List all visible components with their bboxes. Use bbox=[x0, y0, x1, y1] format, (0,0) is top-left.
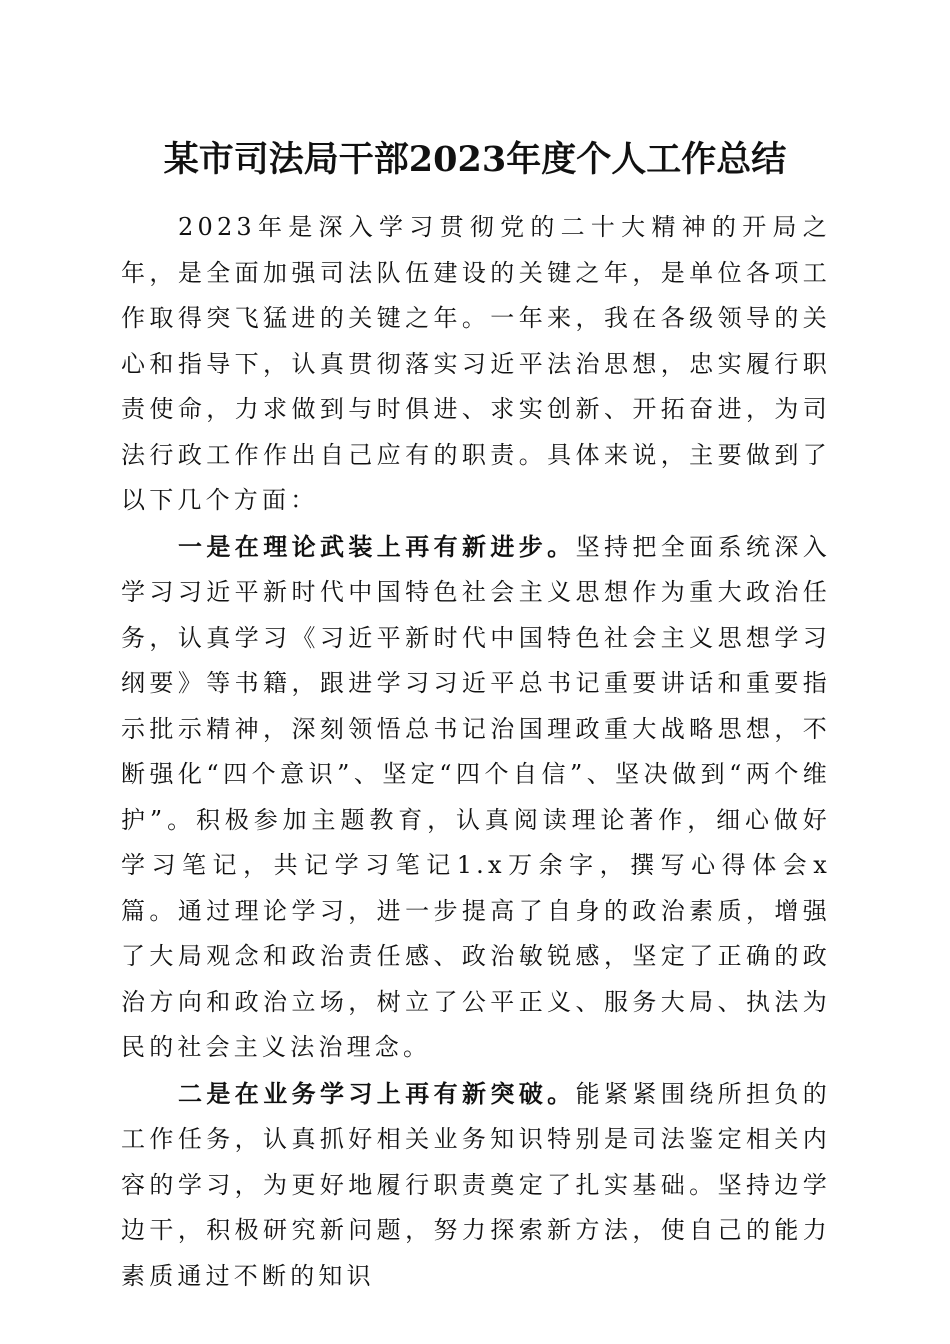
document-title: 某市司法局干部2023年度个人工作总结 bbox=[163, 139, 787, 180]
paragraph-intro bbox=[121, 204, 831, 524]
paragraph-text: 坚持把全面系统深入学习习近平新时代中国特色社会主义思想作为重大政治任务，认真学习《习近平新时代中国特色社会主义思想学习纲要》等书籍，跟进学习习近平总书记重要讲话和重要指示批示精神，深刻领悟总书记治国理政重大战略思想，不断强化“四个意识”、坚定“四个自信”、坚决做到“两个维护”。积极参加主题教育，认真阅读理论著作，细心做好学习笔记，共记学习笔记1.x万余字，撰写心得体会x篇。通过理论学习，进一步提高了自身的政治素质，增强了大局观念和政治责任感、政治敏锐感，坚定了正确的政治方向和政治立场，树立了公平正义、服务大局、执法为民的社会主义法治理念。 bbox=[121, 532, 831, 1061]
document-body bbox=[121, 204, 831, 1299]
paragraph-business bbox=[121, 1071, 831, 1300]
paragraph-lead: 一是在理论武装上再有新进步。 bbox=[178, 531, 576, 561]
paragraph-theory bbox=[121, 524, 831, 1071]
paragraph-text: 能紧紧围绕所担负的工作任务，认真抓好相关业务知识特别是司法鉴定相关内容的学习，为更好地履行职责奠定了扎实基础。坚持边学边干，积极研究新问题，努力探索新方法，使自己的能力素质通过不断的知识 bbox=[121, 1079, 831, 1290]
paragraph-lead: 二是在业务学习上再有新突破。 bbox=[178, 1078, 576, 1108]
paragraph-text: 2023年是深入学习贯彻党的二十大精神的开局之年，是全面加强司法队伍建设的关键之年，是单位各项工作取得突飞猛进的关键之年。一年来，我在各级领导的关心和指导下，认真贯彻落实习近平法治思想，忠实履行职责使命，力求做到与时俱进、求实创新、开拓奋进，为司法行政工作作出自己应有的职责。具体来说，主要做到了以下几个方面： bbox=[121, 213, 831, 514]
